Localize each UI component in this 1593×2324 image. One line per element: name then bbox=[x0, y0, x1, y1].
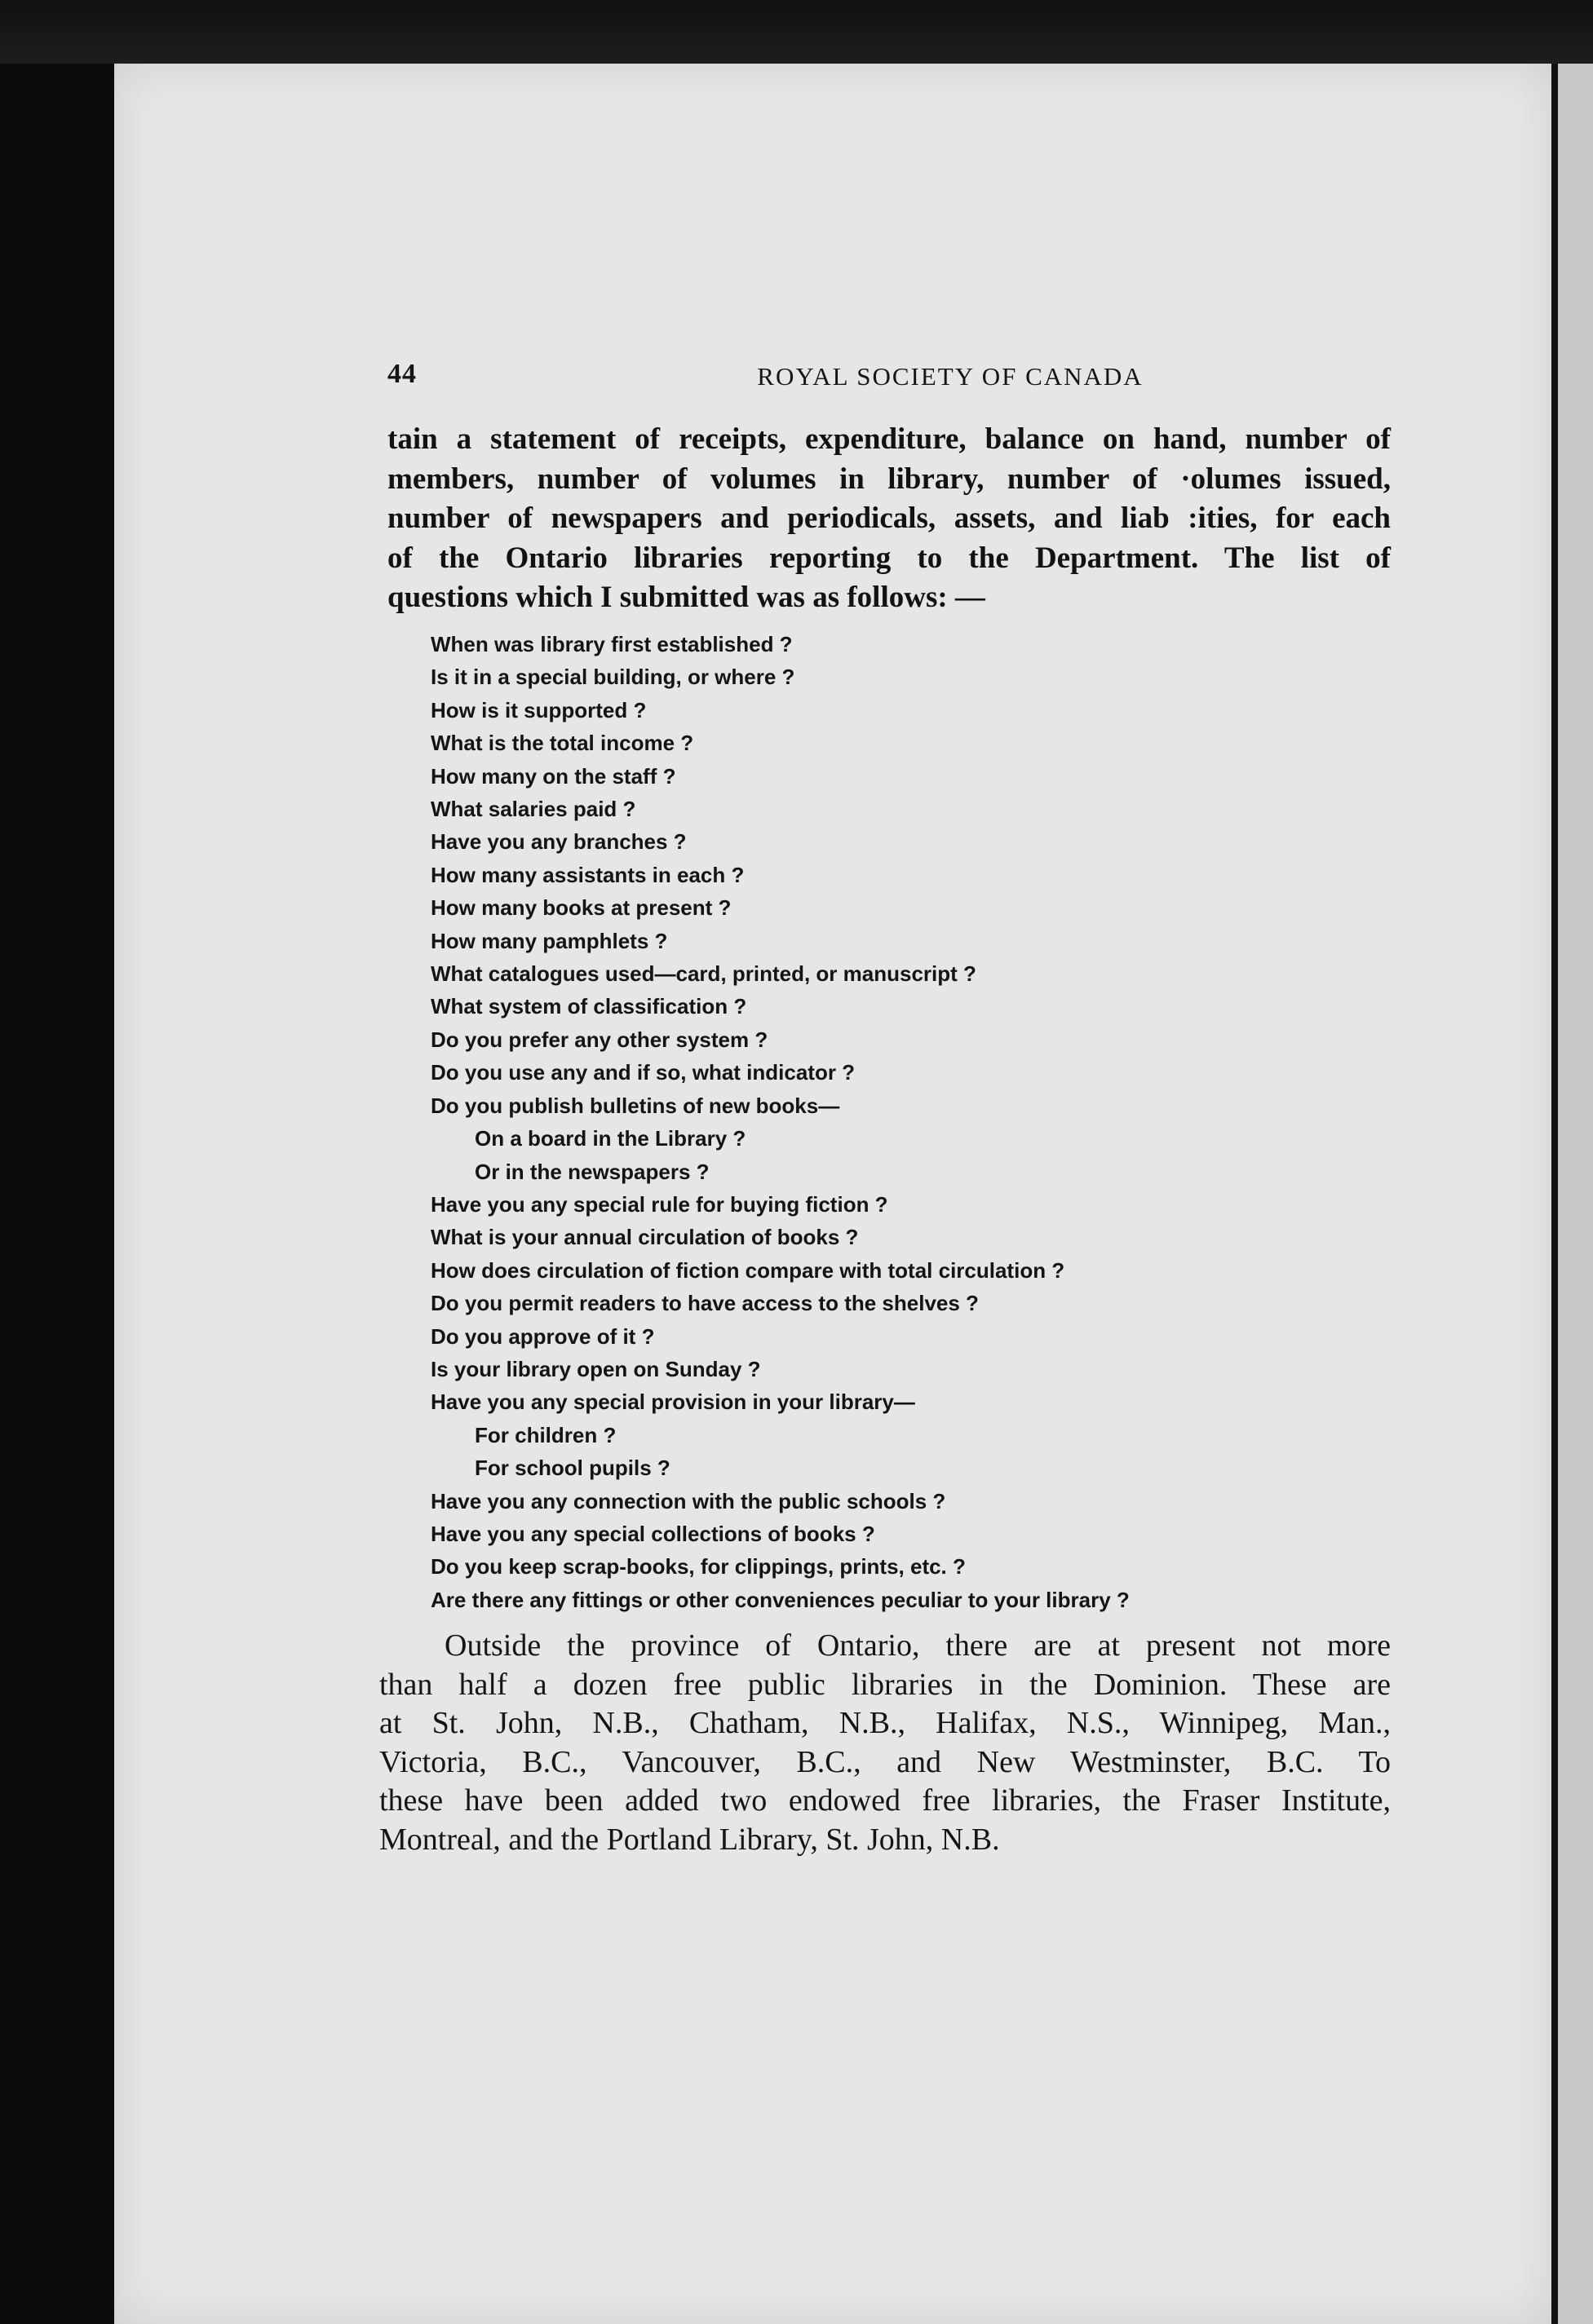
intro-line: questions which I submitted was as follows: — bbox=[387, 581, 985, 614]
question-item: How many on the staff ? bbox=[431, 763, 676, 789]
question-item: Is your library open on Sunday ? bbox=[431, 1356, 761, 1381]
question-item: How does circulation of fiction compare with total circulation ? bbox=[431, 1257, 1065, 1283]
question-item: For school pupils ? bbox=[475, 1456, 670, 1481]
question-item: When was library first established ? bbox=[431, 632, 793, 656]
page-edge-shadow bbox=[1551, 64, 1558, 2324]
question-item: Do you permit readers to have access to the shelves ? bbox=[431, 1291, 979, 1316]
question-item: Are there any fittings or other conveniences peculiar to your library ? bbox=[431, 1587, 1130, 1612]
question-item: How many books at present ? bbox=[431, 895, 732, 921]
closing-line: these have been added two endowed free libraries, the Fraser Institute, bbox=[379, 1783, 1391, 1818]
question-item: Do you publish bulletins of new books— bbox=[431, 1093, 840, 1118]
question-item: On a board in the Library ? bbox=[475, 1126, 746, 1151]
question-item: What salaries paid ? bbox=[431, 797, 636, 822]
question-item: Have you any special rule for buying fiction ? bbox=[431, 1191, 888, 1217]
question-item: What is the total income ? bbox=[431, 731, 694, 756]
closing-line: Montreal, and the Portland Library, St. John, N.B. bbox=[379, 1822, 1000, 1857]
closing-line: Outside the province of Ontario, there are at present not more bbox=[445, 1628, 1391, 1663]
intro-line: tain a statement of receipts, expenditure, balance on hand, number of bbox=[387, 422, 1391, 456]
intro-line: members, number of volumes in library, number of ·olumes issued, bbox=[387, 462, 1391, 496]
question-item: Do you use any and if so, what indicator ? bbox=[431, 1060, 856, 1085]
question-item: Have you any branches ? bbox=[431, 829, 687, 855]
closing-paragraph bbox=[379, 1627, 1391, 1859]
intro-paragraph bbox=[387, 420, 1391, 618]
closing-line: Victoria, B.C., Vancouver, B.C., and New Westminster, B.C. To bbox=[379, 1744, 1391, 1779]
question-item: What catalogues used—card, printed, or manuscript ? bbox=[431, 961, 976, 987]
question-item: Do you prefer any other system ? bbox=[431, 1027, 768, 1052]
facing-page-edge bbox=[1558, 64, 1593, 2324]
intro-line: number of newspapers and periodicals, assets, and liab :ities, for each bbox=[387, 501, 1391, 535]
question-item: Have you any connection with the public schools ? bbox=[431, 1488, 946, 1513]
question-item: What is your annual circulation of books ? bbox=[431, 1225, 859, 1250]
question-item: Have you any special collections of books ? bbox=[431, 1521, 875, 1546]
page-number: 44 bbox=[387, 359, 417, 389]
question-list bbox=[431, 628, 1409, 1616]
page-header bbox=[387, 359, 1391, 408]
question-item: Do you approve of it ? bbox=[431, 1323, 655, 1349]
question-item: How many assistants in each ? bbox=[431, 862, 745, 887]
intro-line: of the Ontario libraries reporting to the Department. The list of bbox=[387, 541, 1391, 575]
running-head: ROYAL SOCIETY OF CANADA bbox=[757, 362, 1144, 391]
question-item: Is it in a special building, or where ? bbox=[431, 665, 795, 690]
closing-line: than half a dozen free public libraries in the Dominion. These are bbox=[379, 1667, 1391, 1702]
question-item: Do you keep scrap-books, for clippings, prints, etc. ? bbox=[431, 1554, 966, 1580]
scan-top-border bbox=[0, 0, 1593, 64]
question-item: Have you any special provision in your library— bbox=[431, 1390, 915, 1415]
closing-line: at St. John, N.B., Chatham, N.B., Halifax, N.S., Winnipeg, Man., bbox=[379, 1706, 1391, 1740]
question-item: Or in the newspapers ? bbox=[475, 1159, 710, 1184]
question-item: For children ? bbox=[475, 1422, 617, 1447]
question-item: How is it supported ? bbox=[431, 697, 647, 722]
question-item: What system of classification ? bbox=[431, 994, 747, 1019]
question-item: How many pamphlets ? bbox=[431, 928, 668, 953]
